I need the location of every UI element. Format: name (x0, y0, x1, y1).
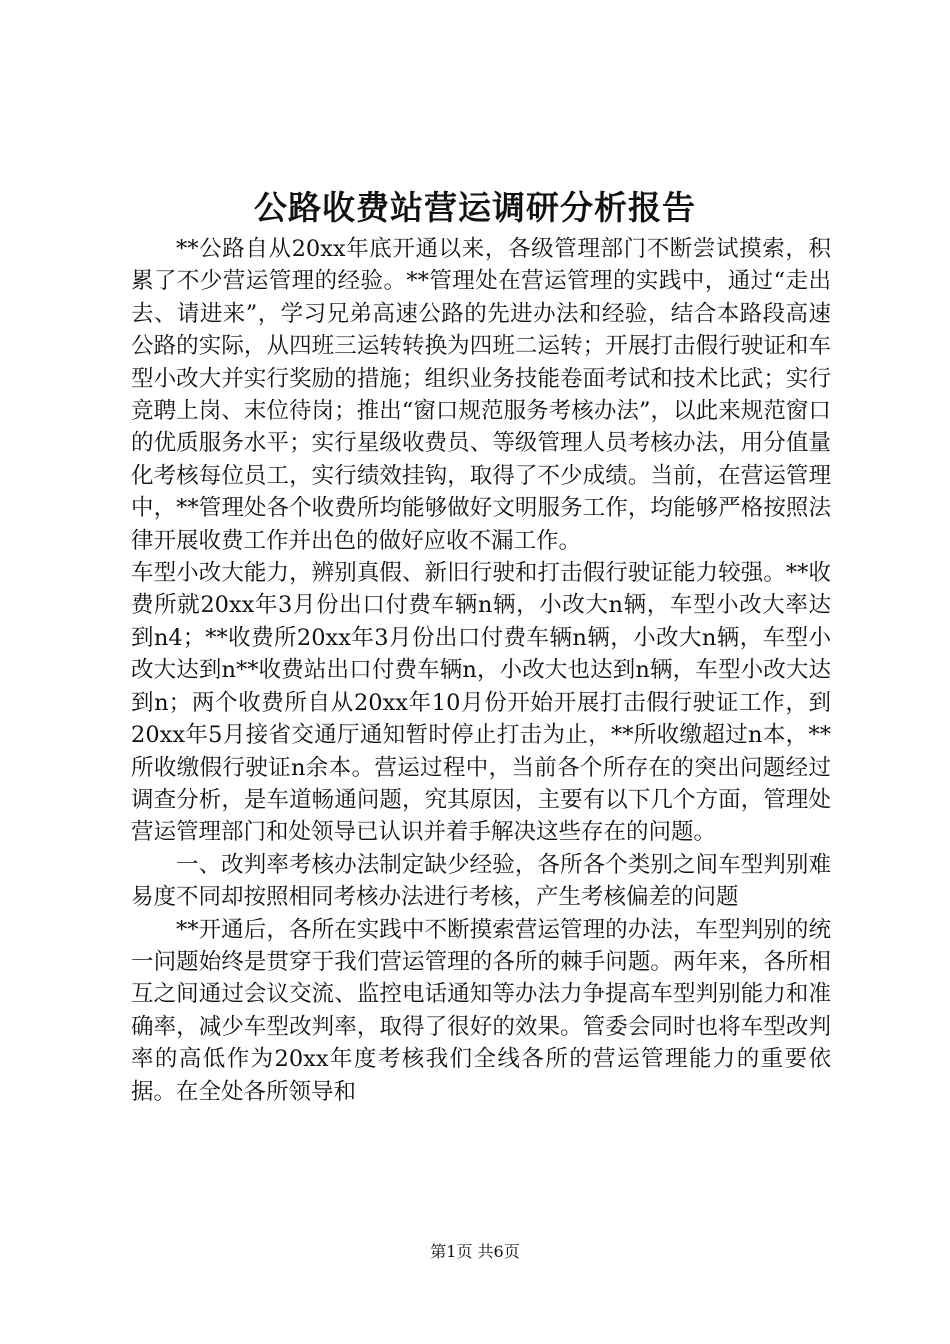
paragraph-intro: **公路自从20xx年底开通以来，各级管理部门不断尝试摸索，积累了不少营运管理的经验。**管理处在营运管理的实践中，通过“走出去、请进来”，学习兄弟高速公路的先进办法和经验，结合本路段高速公路的实际，从四班三运转转换为四班二运转；开展打击假行驶证和车型小改大并实行奖励的措施；组织业务技能卷面考试和技术比武；实行竞聘上岗、末位待岗；推出“窗口规范服务考核办法”，以此来规范窗口的优质服务水平；实行星级收费员、等级管理人员考核办法，用分值量化考核每位员工，实行绩效挂钩，取得了不少成绩。当前，在营运管理中，**管理处各个收费所均能够做好文明服务工作，均能够严格按照法律开展收费工作并出色的做好应收不漏工作。 (131, 236, 831, 554)
section-heading-one: 一、改判率考核办法制定缺少经验，各所各个类别之间车型判别难易度不同却按照相同考核办法进行考核，产生考核偏差的问题 (131, 851, 831, 911)
document-body (131, 233, 831, 1108)
page-footer: 第1页 共6页 (430, 1242, 520, 1261)
paragraph-section-one: **开通后，各所在实践中不断摸索营运管理的办法，车型判别的统一问题始终是贯穿于我们营运管理的各所的棘手问题。两年来，各所相互之间通过会议交流、监控电话通知等办法力争提高车型判别能力和准确率，减少车型改判率，取得了很好的效果。管委会同时也将车型改判率的高低作为20xx年度考核我们全线各所的营运管理能力的重要依据。在全处各所领导和 (131, 916, 831, 1105)
paragraph-statistics: 车型小改大能力，辨别真假、新旧行驶和打击假行驶证能力较强。**收费所就20xx年3月份出口付费车辆n辆，小改大n辆，车型小改大率达到n4；**收费所20xx年3月份出口付费车辆n辆，小改大n辆，车型小改大达到n**收费站出口付费车辆n，小改大也达到n辆，车型小改大达到n；两个收费所自从20xx年10月份开始开展打击假行驶证工作，到20xx年5月接省交通厅通知暂时停止打击为止，**所收缴超过n本，**所收缴假行驶证n余本。营运过程中，当前各个所存在的突出问题经过调查分析，是车道畅通问题，究其原因，主要有以下几个方面，管理处营运管理部门和处领导已认识并着手解决这些存在的问题。 (131, 560, 831, 846)
document-title: 公路收费站营运调研分析报告 (254, 188, 696, 227)
